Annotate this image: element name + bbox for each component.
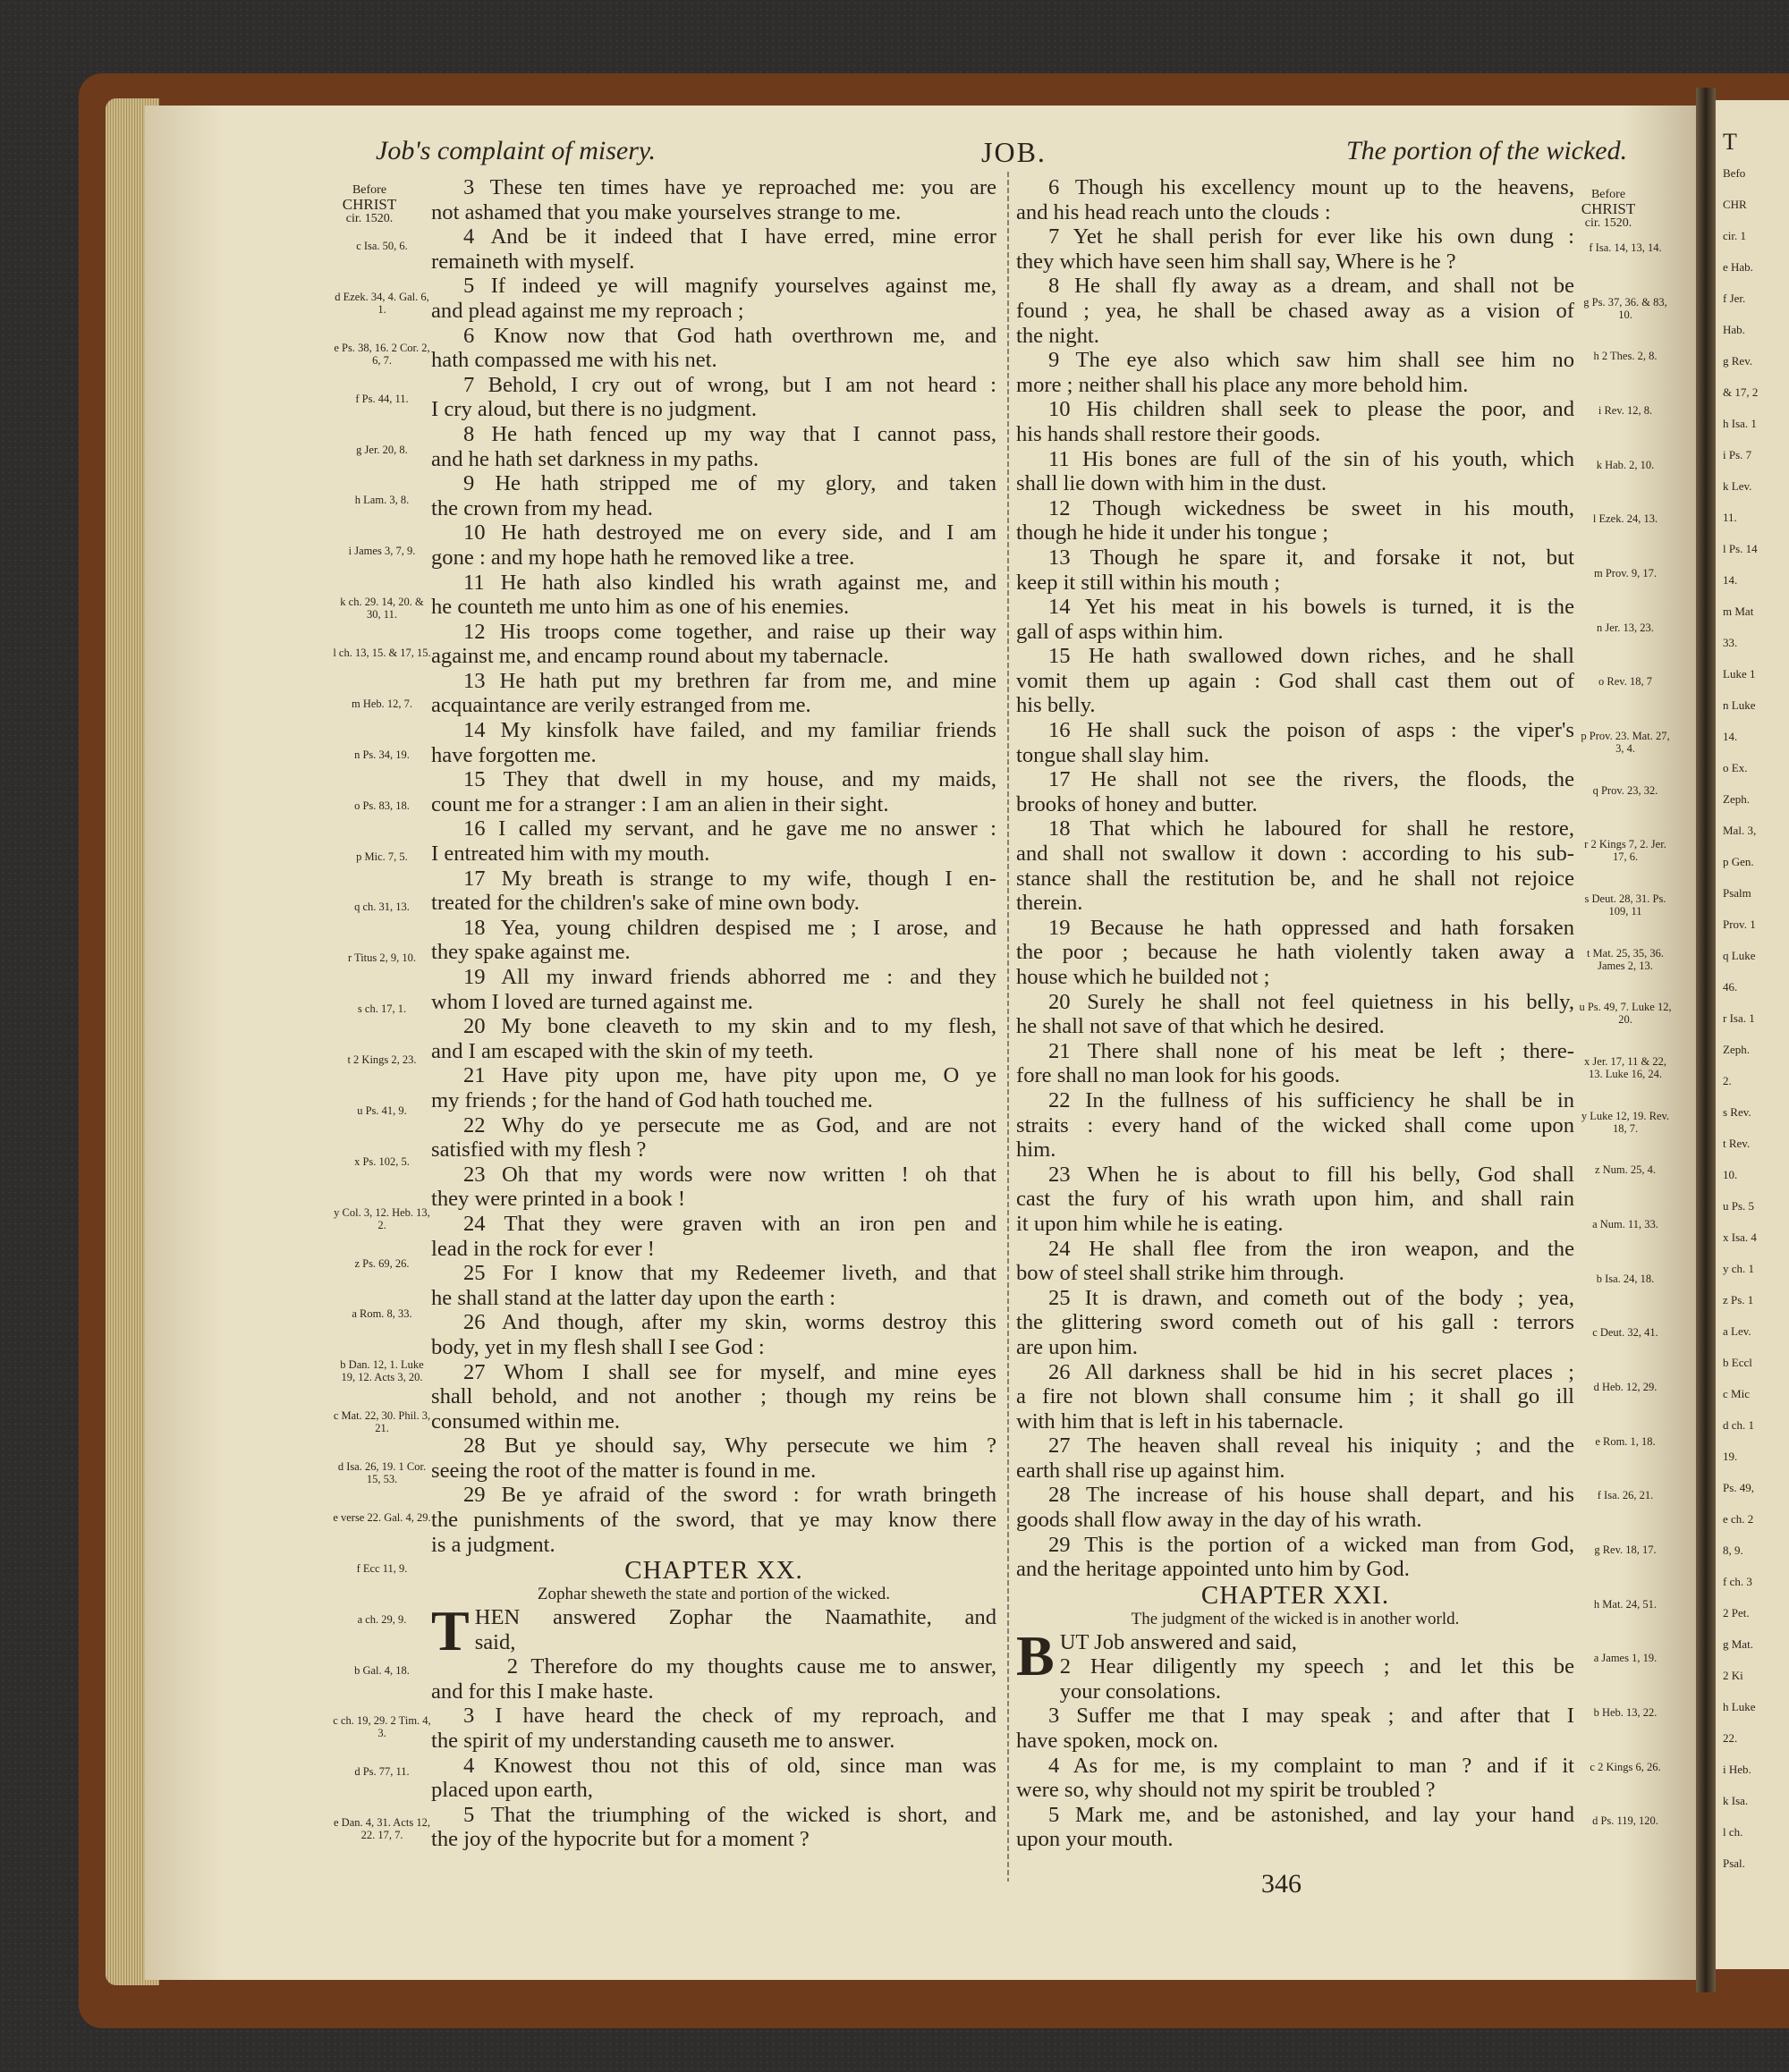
- verse-line: him.: [1016, 1137, 1056, 1163]
- verse-line: 28 The increase of his house shall depart, and his: [1048, 1483, 1574, 1508]
- cross-reference: p Prov. 23. Mat. 27, 3, 4.: [1581, 730, 1670, 755]
- verse-line: his hands shall restore their goods.: [1016, 421, 1321, 446]
- cross-reference: h 2 Thes. 2, 8.: [1593, 350, 1658, 362]
- cross-reference: d Isa. 26, 19. 1 Cor. 15, 53.: [337, 1460, 427, 1485]
- next-page-fragment: 2.: [1723, 1074, 1732, 1087]
- verse-line: 10 He hath destroyed me on every side, and I am: [463, 520, 996, 545]
- cross-reference: a Rom. 8, 33.: [352, 1307, 412, 1320]
- cross-reference: y Col. 3, 12. Heb. 13, 2.: [334, 1206, 430, 1231]
- cross-reference: x Jer. 17, 11 & 22, 13. Luke 16, 24.: [1584, 1055, 1666, 1080]
- next-page-fragment: 14.: [1723, 573, 1738, 587]
- verse-line: 8 He hath fenced up my way that I cannot pass,: [463, 421, 996, 446]
- verse-line: 23 When he is about to fill his belly, God shall: [1048, 1162, 1574, 1187]
- verse-line: 5 That the triumphing of the wicked is short, and: [463, 1802, 996, 1827]
- verse-line: 21 There shall none of his meat be left ; there-: [1048, 1038, 1574, 1063]
- verse-line: though he hide it under his tongue ;: [1016, 520, 1329, 545]
- verse-line: and the heritage appointed unto him by God.: [1016, 1557, 1410, 1582]
- verse-line: 29 This is the portion of a wicked man from God,: [1048, 1532, 1574, 1557]
- verse-line: earth shall rise up against him.: [1016, 1458, 1285, 1483]
- verse-line: against me, and encamp round about my tabernacle.: [431, 644, 889, 669]
- next-page-fragment: g Mat.: [1723, 1637, 1753, 1651]
- right-verses: [1016, 175, 1574, 1582]
- chapter-21-line-2: 2 Hear diligently my speech ; and let this be: [1059, 1654, 1574, 1679]
- right-text-column: [1016, 175, 1574, 1852]
- next-page-fragment: k Lev.: [1723, 479, 1752, 493]
- verse-line: they spake against me.: [431, 940, 631, 965]
- next-page-fragment: Zeph.: [1723, 792, 1750, 806]
- verse-line: your consolations.: [1059, 1679, 1222, 1704]
- cross-reference: q ch. 31, 13.: [354, 901, 410, 913]
- right-cross-references: [1576, 241, 1675, 1869]
- next-page-fragment: o Ex.: [1723, 761, 1748, 774]
- cross-reference: q Prov. 23, 32.: [1592, 784, 1658, 797]
- next-page-fragment: i Ps. 7: [1723, 448, 1752, 461]
- era-date: cir. 1520.: [345, 212, 394, 225]
- cross-reference: s Deut. 28, 31. Ps. 109, 11: [1584, 892, 1666, 918]
- verse-line: 17 My breath is strange to my wife, though I en-: [463, 866, 996, 891]
- next-page-fragment: h Luke: [1723, 1700, 1756, 1713]
- chapter-21-dropcap: B: [1016, 1623, 1055, 1687]
- verse-line: have forgotten me.: [431, 742, 597, 767]
- cross-reference: n Ps. 34, 19.: [354, 748, 410, 761]
- next-page-fragment: Luke 1: [1723, 667, 1756, 681]
- verse-line: 15 He hath swallowed down riches, and he shall: [1048, 644, 1574, 669]
- next-page-fragment: m Mat: [1723, 605, 1754, 618]
- cross-reference: s ch. 17, 1.: [357, 1002, 407, 1015]
- next-page-fragment: z Ps. 1: [1723, 1293, 1754, 1307]
- verse-line: hath compassed me with his net.: [431, 348, 717, 373]
- verse-line: 5 If indeed ye will magnify yourselves against me,: [463, 274, 996, 299]
- next-page-fragment: r Isa. 1: [1723, 1011, 1755, 1025]
- next-page-fragment: i Heb.: [1723, 1763, 1751, 1776]
- cross-reference: t Mat. 25, 35, 36. James 2, 13.: [1586, 947, 1665, 972]
- verse-line: 24 He shall flee from the iron weapon, and the: [1048, 1236, 1574, 1261]
- verse-line: I cry aloud, but there is no judgment.: [431, 397, 758, 422]
- next-page-fragment: u Ps. 5: [1723, 1199, 1755, 1213]
- cross-reference: d Ps. 77, 11.: [354, 1765, 410, 1778]
- next-page-fragment: g Rev.: [1723, 354, 1753, 368]
- verse-line: 24 That they were graven with an iron pen and: [463, 1211, 996, 1236]
- cross-reference: t 2 Kings 2, 23.: [347, 1053, 417, 1066]
- next-page-fragment: e ch. 2: [1723, 1512, 1754, 1526]
- verse-line: and shall not swallow it down : according to his sub-: [1016, 841, 1574, 867]
- cross-reference: i Rev. 12, 8.: [1598, 404, 1653, 417]
- cross-reference: o Rev. 18, 7: [1598, 675, 1652, 688]
- cross-reference: b Gal. 4, 18.: [354, 1664, 410, 1677]
- verse-line: 23 Oh that my words were now written ! oh that: [463, 1162, 996, 1187]
- cross-reference: k Hab. 2, 10.: [1596, 459, 1655, 471]
- verse-line: 16 I called my servant, and he gave me no answer :: [463, 816, 996, 841]
- cross-reference: i James 3, 7, 9.: [348, 545, 416, 557]
- verse-line: a fire not blown shall consume him ; it shall go ill: [1016, 1384, 1574, 1409]
- next-page-fragment: Psal.: [1723, 1856, 1745, 1870]
- cross-reference: l ch. 13, 15. & 17, 15.: [333, 647, 431, 659]
- verse-line: and I am escaped with the skin of my teeth.: [431, 1038, 814, 1063]
- verse-line: treated for the children's sake of mine own body.: [431, 891, 860, 916]
- verse-line: 22 In the fullness of his sufficiency he shall be in: [1048, 1087, 1574, 1112]
- left-text-column: [431, 175, 996, 1852]
- verse-line: were so, why should not my spirit be troubled ?: [1016, 1778, 1436, 1803]
- cross-reference: c Deut. 32, 41.: [1592, 1326, 1658, 1339]
- verse-line: keep it still within his mouth ;: [1016, 570, 1281, 595]
- next-page-fragment: q Luke: [1723, 949, 1756, 962]
- cross-reference: p Mic. 7, 5.: [356, 850, 408, 863]
- verse-line: 15 They that dwell in my house, and my maids,: [463, 767, 996, 792]
- verse-line: whom I loved are turned against me.: [431, 989, 753, 1014]
- running-head-left: Job's complaint of misery.: [376, 136, 657, 165]
- cross-reference: e verse 22. Gal. 4, 29.: [333, 1511, 431, 1524]
- next-page-fragment: Ps. 49,: [1723, 1481, 1755, 1494]
- verse-line: house which he builded not ;: [1016, 965, 1270, 989]
- cross-reference: c Isa. 50, 6.: [356, 240, 408, 252]
- cross-reference: c ch. 19, 29. 2 Tim. 4, 3.: [333, 1714, 431, 1739]
- next-page-fragment: CHR: [1723, 198, 1747, 211]
- cross-reference: y Luke 12, 19. Rev. 18, 7.: [1581, 1110, 1670, 1135]
- next-page-fragment: f Jer.: [1723, 292, 1746, 305]
- verse-line: 12 His troops come together, and raise up their way: [463, 619, 996, 644]
- verse-line: 19 All my inward friends abhorred me : and they: [463, 965, 996, 989]
- next-page-fragment: e Hab.: [1723, 260, 1753, 274]
- verse-line: and he hath set darkness in my paths.: [431, 446, 759, 471]
- running-head-right: The portion of the wicked.: [1346, 136, 1628, 165]
- cross-reference: a Num. 11, 33.: [1592, 1218, 1658, 1231]
- next-page-fragment: 46.: [1723, 980, 1738, 994]
- verse-line: his belly.: [1016, 693, 1096, 718]
- verse-line: cast the fury of his wrath upon him, and shall rain: [1016, 1187, 1574, 1212]
- verse-line: he counteth me unto him as one of his enemies.: [431, 595, 850, 620]
- next-page-fragment: l ch.: [1723, 1825, 1743, 1839]
- verse-line: the crown from my head.: [431, 495, 653, 520]
- verse-line: goods shall flow away in the day of his wrath.: [1016, 1508, 1422, 1533]
- verse-line: 9 The eye also which saw him shall see him no: [1048, 348, 1574, 373]
- next-page-fragment: 11.: [1723, 511, 1737, 524]
- cross-reference: f Isa. 14, 13, 14.: [1589, 241, 1662, 254]
- cross-reference: n Jer. 13, 23.: [1597, 622, 1654, 634]
- cross-reference: f Ps. 44, 11.: [355, 393, 409, 405]
- cross-reference: a ch. 29, 9.: [357, 1613, 407, 1626]
- cross-reference: b Dan. 12, 1. Luke 19, 12. Acts 3, 20.: [340, 1358, 424, 1383]
- verse-line: body, yet in my flesh shall I see God :: [431, 1334, 765, 1359]
- cross-reference: b Isa. 24, 18.: [1596, 1273, 1655, 1285]
- verse-line: 4 Knowest thou not this of old, since man was: [463, 1753, 996, 1778]
- verse-line: seeing the root of the matter is found in me.: [431, 1458, 817, 1483]
- next-page-fragment: Psalm: [1723, 886, 1751, 900]
- verse-line: 7 Yet he shall perish for ever like his own dung :: [1048, 224, 1574, 249]
- chapter-21-verses: [1016, 1679, 1574, 1852]
- verse-line: not ashamed that you make yourselves strange to me.: [431, 199, 902, 224]
- verse-line: bow of steel shall strike him through.: [1016, 1261, 1344, 1286]
- next-page-fragment: 19.: [1723, 1450, 1738, 1463]
- next-page-fragment: d ch. 1: [1723, 1418, 1755, 1432]
- verse-line: is a judgment.: [431, 1532, 555, 1557]
- verse-line: fore shall no man look for his goods.: [1016, 1063, 1341, 1088]
- page-number: 346: [1261, 1869, 1301, 1899]
- verse-line: satisfied with my flesh ?: [431, 1137, 647, 1163]
- verse-line: 17 He shall not see the rivers, the floods, the: [1048, 767, 1574, 792]
- next-page-fragment: 2 Pet.: [1723, 1606, 1750, 1620]
- next-page-fragment: f ch. 3: [1723, 1575, 1752, 1588]
- verse-line: 20 My bone cleaveth to my skin and to my flesh,: [463, 1014, 996, 1039]
- next-page-fragment: 14.: [1723, 730, 1738, 743]
- era-date: cir. 1520.: [1584, 216, 1632, 230]
- cross-reference: a James 1, 19.: [1593, 1652, 1658, 1664]
- next-page-fragment: x Isa. 4: [1723, 1231, 1757, 1244]
- verse-line: 6 Though his excellency mount up to the heavens,: [1048, 175, 1574, 199]
- verse-line: shall behold, and not another ; though my reins be: [431, 1384, 996, 1409]
- verse-line: they were printed in a book !: [431, 1187, 686, 1212]
- next-page-fragment: 8, 9.: [1723, 1543, 1743, 1557]
- verse-line: 29 Be ye afraid of the sword : for wrath bringeth: [463, 1483, 996, 1508]
- next-page-fragment: p Gen.: [1723, 855, 1754, 868]
- cross-reference: d Ps. 119, 120.: [1592, 1814, 1658, 1827]
- next-page-fragment: Befo: [1723, 166, 1746, 180]
- verse-line: therein.: [1016, 891, 1083, 916]
- verse-line: 14 Yet his meat in his bowels is turned, it is the: [1048, 595, 1574, 620]
- cross-reference: m Prov. 9, 17.: [1593, 567, 1658, 579]
- verse-line: 18 Yea, young children despised me ; I arose, and: [463, 915, 996, 940]
- cross-reference: g Ps. 37, 36. & 83, 10.: [1583, 296, 1667, 321]
- verse-line: count me for a stranger : I am an alien in their sight.: [431, 791, 889, 816]
- cross-reference: e Rom. 1, 18.: [1595, 1435, 1656, 1448]
- running-head-center: JOB.: [981, 136, 1047, 168]
- verse-line: have spoken, mock on.: [1016, 1729, 1219, 1754]
- next-page-fragment: Mal. 3,: [1723, 824, 1757, 837]
- cross-reference: h Mat. 24, 51.: [1593, 1598, 1658, 1611]
- verse-line: brooks of honey and butter.: [1016, 791, 1258, 816]
- next-page-fragment: 2 Ki: [1723, 1669, 1743, 1682]
- verse-line: 27 Whom I shall see for myself, and mine eyes: [463, 1359, 996, 1384]
- next-page-fragment: 22.: [1723, 1731, 1738, 1745]
- verse-line: more ; neither shall his place any more behold him.: [1016, 372, 1469, 397]
- cross-reference: f Isa. 26, 21.: [1597, 1489, 1654, 1501]
- verse-line: straits : every hand of the wicked shall come upon: [1016, 1112, 1574, 1137]
- cross-reference: d Ezek. 34, 4. Gal. 6, 1.: [335, 291, 429, 316]
- verse-line: 13 He hath put my brethren far from me, and mine: [463, 668, 996, 693]
- verse-line: 16 He shall suck the poison of asps : the viper's: [1048, 718, 1574, 743]
- verse-line: upon your mouth.: [1016, 1827, 1174, 1852]
- next-page-fragment: 10.: [1723, 1168, 1738, 1181]
- next-page-fragment: n Luke: [1723, 698, 1756, 712]
- verse-line: the glittering sword cometh out of his gall : terrors: [1016, 1310, 1574, 1335]
- verse-line: 13 Though he spare it, and forsake it not, but: [1048, 545, 1574, 570]
- chapter-20-opening: [431, 1599, 996, 1663]
- verse-line: tongue shall slay him.: [1016, 742, 1209, 767]
- cross-reference: z Num. 25, 4.: [1594, 1163, 1657, 1176]
- era-christ: CHRIST: [1581, 200, 1636, 217]
- next-page-fragment: s Rev.: [1723, 1105, 1751, 1119]
- next-page-fragment: Prov. 1: [1723, 918, 1756, 931]
- next-page-fragment: c Mic: [1723, 1387, 1750, 1400]
- cross-reference: k ch. 29. 14, 20. & 30, 11.: [340, 596, 424, 621]
- verse-line: 26 And though, after my skin, worms destroy this: [463, 1310, 996, 1335]
- next-page-fragment: & 17, 2: [1723, 385, 1759, 399]
- cross-reference: g Rev. 18, 17.: [1594, 1543, 1657, 1556]
- book-gutter: [1696, 88, 1716, 1992]
- cross-reference: o Ps. 83, 18.: [354, 799, 410, 812]
- cross-reference: h Lam. 3, 8.: [354, 494, 410, 506]
- verse-line: the night.: [1016, 323, 1099, 348]
- verse-line: 3 I have heard the check of my reproach, and: [463, 1704, 996, 1729]
- next-page-fragment: y ch. 1: [1723, 1262, 1755, 1275]
- era-label-left: [334, 183, 405, 225]
- verse-line: 14 My kinsfolk have failed, and my familiar friends: [463, 718, 996, 743]
- chapter-21-line-1: UT Job answered and said,: [1059, 1629, 1297, 1654]
- chapter-21-opening: [1016, 1623, 1574, 1687]
- next-page-fragment: t Rev.: [1723, 1137, 1751, 1150]
- verse-line: remaineth with myself.: [431, 249, 635, 274]
- verse-line: 8 He shall fly away as a dream, and shall not be: [1048, 274, 1574, 299]
- verse-line: 4 As for me, is my complaint to man ? and if it: [1048, 1753, 1574, 1778]
- cross-reference: g Jer. 20, 8.: [356, 444, 408, 456]
- cross-reference: z Ps. 69, 26.: [354, 1257, 410, 1270]
- cross-reference: d Heb. 12, 29.: [1593, 1381, 1658, 1393]
- verse-line: 7 Behold, I cry out of wrong, but I am not heard :: [463, 372, 996, 397]
- era-label-right: [1573, 188, 1644, 230]
- next-page-fragment: h Isa. 1: [1723, 417, 1757, 430]
- verse-line: 3 These ten times have ye reproached me: you are: [463, 175, 996, 199]
- cross-reference: f Ecc 11, 9.: [356, 1562, 408, 1575]
- next-page-fragment: a Lev.: [1723, 1324, 1751, 1338]
- verse-line: he shall not save of that which he desired.: [1016, 1014, 1385, 1039]
- verse-line: 22 Why do ye persecute me as God, and are not: [463, 1112, 996, 1137]
- verse-line: they which have seen him shall say, Where is he ?: [1016, 249, 1456, 274]
- cross-reference: m Heb. 12, 7.: [351, 698, 413, 710]
- verse-line: 18 That which he laboured for shall he restore,: [1048, 816, 1574, 841]
- verse-line: 4 And be it indeed that I have erred, mine error: [463, 224, 996, 249]
- era-christ: CHRIST: [342, 196, 397, 213]
- verse-line: gone : and my hope hath he removed like a tree.: [431, 545, 855, 570]
- verse-line: 5 Mark me, and be astonished, and lay your hand: [1048, 1802, 1574, 1827]
- verse-line: stance shall the restitution be, and he shall not rejoice: [1016, 866, 1574, 891]
- verse-line: 6 Know now that God hath overthrown me, and: [463, 323, 996, 348]
- era-before: Before: [1590, 188, 1626, 201]
- verse-line: 12 Though wickedness be sweet in his mouth,: [1048, 495, 1574, 520]
- chapter-21-heading: CHAPTER XXI.: [1200, 1580, 1390, 1610]
- verse-line: placed upon earth,: [431, 1778, 593, 1803]
- verse-line: 26 All darkness shall be hid in his secret places ;: [1048, 1359, 1574, 1384]
- cross-reference: e Dan. 4, 31. Acts 12, 22. 17, 7.: [334, 1816, 430, 1841]
- cross-reference: r 2 Kings 7, 2. Jer. 17, 6.: [1584, 838, 1666, 863]
- verse-line: with him that is left in his tabernacle.: [1016, 1408, 1344, 1433]
- chapter-20-verses: [431, 1654, 996, 1852]
- chapter-20-dropcap: T: [431, 1599, 470, 1663]
- next-page-fragment: cir. 1: [1723, 229, 1746, 242]
- cross-reference: c 2 Kings 6, 26.: [1590, 1761, 1661, 1773]
- cross-reference: l Ezek. 24, 13.: [1592, 512, 1658, 525]
- verse-line: and for this I make haste.: [431, 1679, 654, 1704]
- verse-line: 19 Because he hath oppressed and hath forsaken: [1048, 915, 1574, 940]
- next-page-fragment: b Eccl: [1723, 1356, 1752, 1369]
- verse-line: my friends ; for the hand of God hath touched me.: [431, 1087, 873, 1112]
- verse-line: the poor ; because he hath violently taken away a: [1016, 940, 1574, 965]
- verse-line: and plead against me my reproach ;: [431, 298, 744, 323]
- verse-line: 2 Therefore do my thoughts cause me to answer,: [506, 1654, 996, 1679]
- left-cross-references: [333, 240, 431, 1867]
- verse-line: shall lie down with him in the dust.: [1016, 471, 1327, 496]
- verse-line: the spirit of my understanding causeth me to answer.: [431, 1729, 895, 1754]
- verse-line: 11 His bones are full of the sin of his youth, which: [1048, 446, 1574, 471]
- verse-line: the joy of the hypocrite but for a moment ?: [431, 1827, 810, 1852]
- chapter-20-heading: CHAPTER XX.: [624, 1556, 803, 1586]
- verse-line: 3 Suffer me that I may speak ; and after that I: [1048, 1704, 1574, 1729]
- cross-reference: u Ps. 49, 7. Luke 12, 20.: [1579, 1001, 1672, 1026]
- verse-line: 11 He hath also kindled his wrath against me, and: [463, 570, 996, 595]
- next-page-fragment: k Isa.: [1723, 1794, 1749, 1807]
- next-page-fragment: Zeph.: [1723, 1043, 1750, 1056]
- cross-reference: b Heb. 13, 22.: [1593, 1706, 1658, 1719]
- cross-reference: x Ps. 102, 5.: [354, 1155, 410, 1168]
- verse-line: acquaintance are verily estranged from me.: [431, 693, 811, 718]
- cross-reference: u Ps. 41, 9.: [357, 1104, 407, 1117]
- verse-line: consumed within me.: [431, 1408, 621, 1433]
- next-page-fragment: l Ps. 14: [1723, 542, 1758, 555]
- left-verses: [431, 175, 996, 1557]
- verse-line: the punishments of the sword, that ye may know there: [431, 1508, 996, 1533]
- cross-reference: e Ps. 38, 16. 2 Cor. 2, 6, 7.: [334, 342, 430, 367]
- chapter-20-summary: Zophar sheweth the state and portion of the wicked.: [537, 1585, 891, 1604]
- chapter-20-line-2: said,: [474, 1629, 516, 1654]
- chapter-21-summary: The judgment of the wicked is in another world.: [1131, 1609, 1460, 1628]
- verse-line: found ; yea, he shall be chased away as a vision of: [1016, 298, 1574, 323]
- verse-line: I entreated him with my mouth.: [431, 841, 710, 867]
- next-page-fragment: 33.: [1723, 636, 1738, 649]
- chapter-20-line-1: HEN answered Zophar the Naamathite, and: [474, 1605, 996, 1630]
- next-page-fragment: Hab.: [1723, 323, 1745, 336]
- verse-line: 27 The heaven shall reveal his iniquity ; and the: [1048, 1433, 1574, 1459]
- cross-reference: c Mat. 22, 30. Phil. 3, 21.: [333, 1409, 431, 1434]
- verse-line: gall of asps within him.: [1016, 619, 1224, 644]
- verse-line: 21 Have pity upon me, have pity upon me, O ye: [463, 1063, 996, 1088]
- verse-line: it upon him while he is eating.: [1016, 1211, 1284, 1236]
- verse-line: lead in the rock for ever !: [431, 1236, 655, 1261]
- verse-line: 25 It is drawn, and cometh out of the body ; yea,: [1048, 1285, 1574, 1310]
- verse-line: he shall stand at the latter day upon the earth :: [431, 1285, 836, 1310]
- verse-line: 25 For I know that my Redeemer liveth, and that: [463, 1261, 996, 1286]
- next-page-edge: [1716, 100, 1789, 1969]
- verse-line: 20 Surely he shall not feel quietness in his belly,: [1048, 989, 1574, 1014]
- verse-line: 9 He hath stripped me of my glory, and taken: [463, 471, 996, 496]
- verse-line: and his head reach unto the clouds :: [1016, 199, 1331, 224]
- verse-line: 10 His children shall seek to please the poor, and: [1048, 397, 1574, 422]
- verse-line: vomit them up again : God shall cast them out of: [1016, 668, 1574, 693]
- verse-line: 28 But ye should say, Why persecute we him ?: [463, 1433, 996, 1459]
- cross-reference: r Titus 2, 9, 10.: [347, 951, 417, 964]
- verse-line: are upon him.: [1016, 1334, 1138, 1359]
- era-before: Before: [352, 183, 387, 197]
- next-page-fragment: T: [1723, 129, 1737, 155]
